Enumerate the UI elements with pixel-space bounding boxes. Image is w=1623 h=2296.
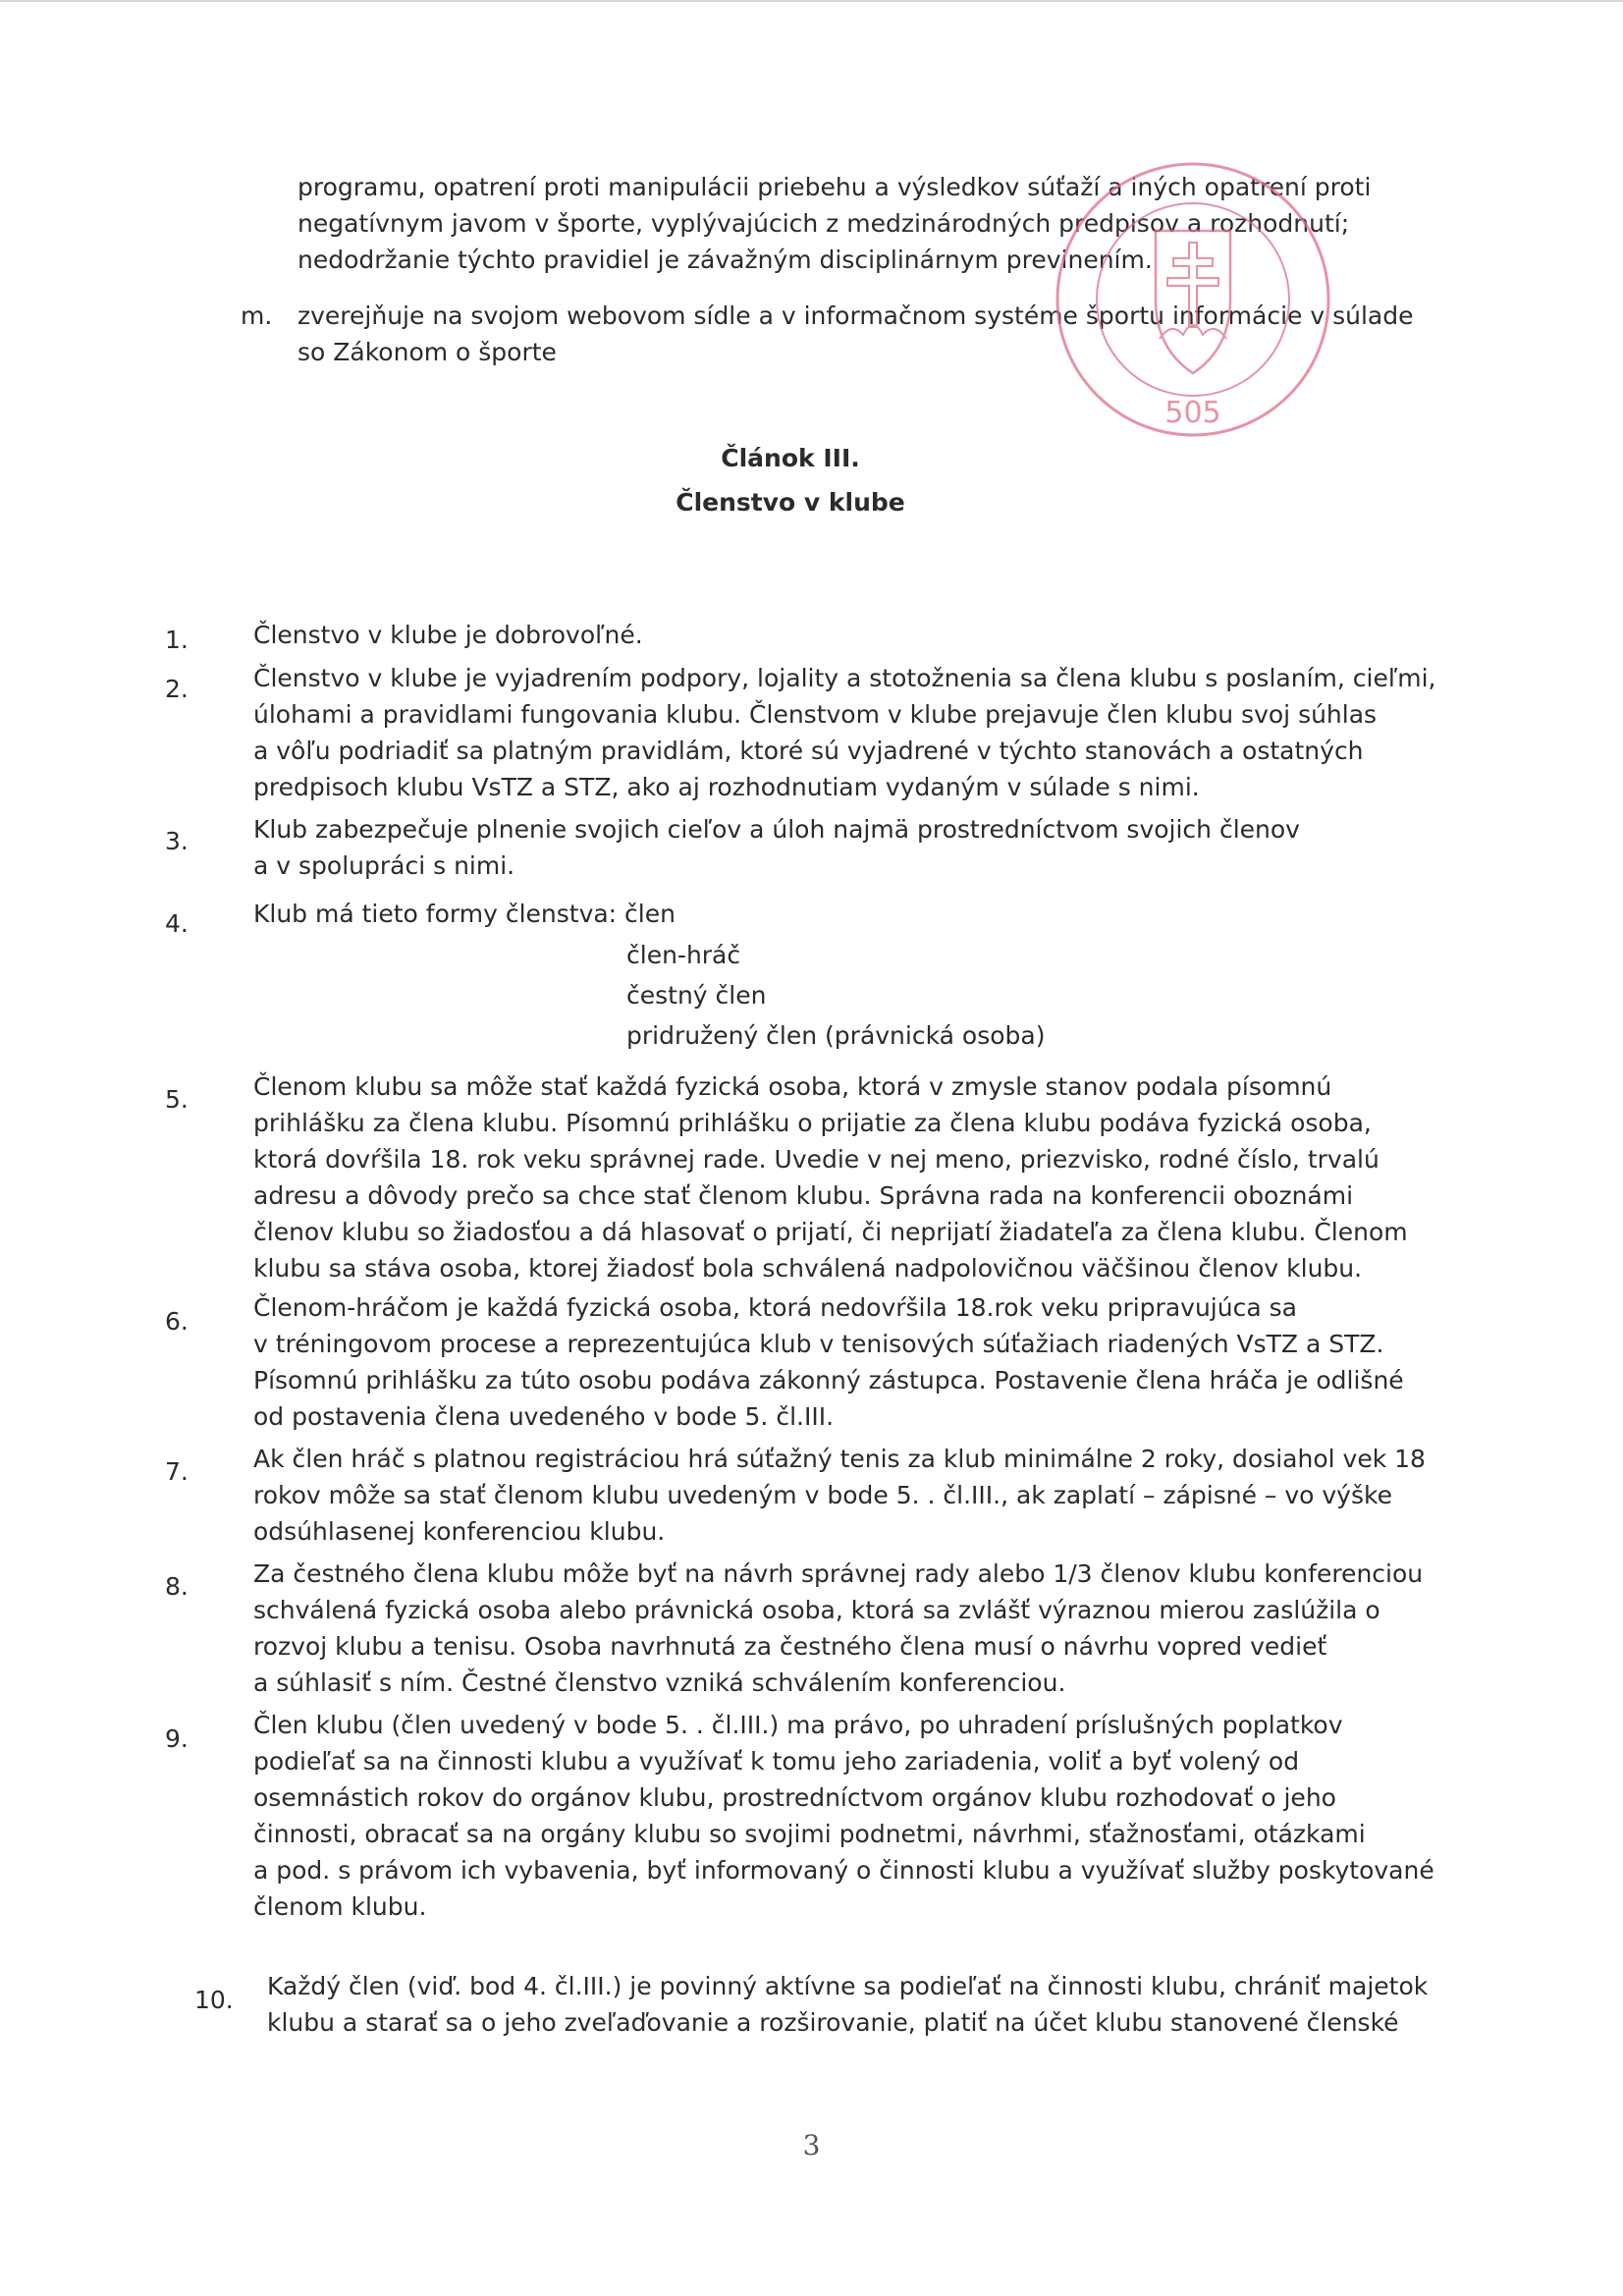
item-line: ktorá dovŕšila 18. rok veku správnej rade. Uvedie v nej meno, priezvisko, rodné číslo, trvalú [253,1145,1380,1174]
item-line: Každý člen (viď. bod 4. čl.III.) je povinný aktívne sa podieľať na činnosti klubu, chrániť majetok [267,1972,1429,2000]
item-line: Členom klubu sa môže stať každá fyzická osoba, ktorá v zmysle stanov podala písomnú [253,1072,1332,1101]
item-line: a vôľu podriadiť sa platným pravidlám, ktoré sú vyjadrené v týchto stanovách a ostatných [253,737,1364,765]
scan-edge [0,0,1623,2]
item-line: odsúhlasenej konferenciou klubu. [253,1517,666,1546]
item-paragraph [267,1968,1429,2041]
item-paragraph [253,1289,1417,1435]
item-line: schválená fyzická osoba alebo právnická osoba, ktorá sa zvlášť výraznou mierou zaslúžila o [253,1596,1380,1624]
item-paragraph [253,660,1436,805]
item-line: v tréningovom procese a reprezentujúca klub v tenisových súťažiach riadených VsTZ a STZ. [253,1330,1384,1358]
item-paragraph [253,1707,1434,1925]
item-line: členov klubu so žiadosťou a dá hlasovať o prijatí, či neprijatí žiadateľa za člena klubu. Členom [253,1218,1408,1246]
item-paragraph [253,811,1417,884]
item-paragraph [253,1068,1417,1286]
item-line: podieľať sa na činnosti klubu a využívať k tomu jeho zariadenia, voliť a byť volený od [253,1747,1300,1776]
item-line: predpisoch klubu VsTZ a STZ, ako aj rozhodnutiam vydaným v súlade s nimi. [253,773,1200,801]
item-line: Písomnú prihlášku za túto osobu podáva zákonný zástupca. Postavenie člena hráča je odlišné [253,1366,1404,1394]
item-line: a v spolupráci s nimi. [253,851,515,880]
item-line: a súhlasiť s ním. Čestné členstvo vzniká schválením konferenciou. [253,1668,1066,1697]
item-number: 10. [194,1986,234,2014]
item-m-line: zverejňuje na svojom webovom sídle a v informačnom systéme športu informácie v súlade [298,301,1414,330]
item-line: rozvoj klubu a tenisu. Osoba navrhnutá za čestného člena musí o návrhu vopred vedieť [253,1632,1327,1661]
intro-line: negatívnym javom v športe, vyplývajúcich z medzinárodných predpisov a rozhodnutí; [298,209,1350,238]
item-m-line: so Zákonom o športe [298,338,557,366]
item-number: 9. [165,1724,189,1753]
membership-form: člen-hráč [626,941,741,969]
stamp-number: 505 [1164,396,1221,430]
item-m-number: m. [241,301,273,330]
item-number: 6. [165,1307,189,1336]
item-line: osemnástich rokov do orgánov klubu, prostredníctvom orgánov klubu rozhodovať o jeho [253,1783,1336,1812]
item-line: klubu sa stáva osoba, ktorej žiadosť bola schválená nadpolovičnou väčšinou členov klubu. [253,1254,1363,1283]
item-paragraph [253,1441,1426,1550]
item-line: Klub zabezpečuje plnenie svojich cieľov a úloh najmä prostredníctvom svojich členov [253,815,1300,844]
item-paragraph [253,1556,1424,1701]
item-line: rokov môže sa stať členom klubu uvedeným v bode 5. . čl.III., ak zaplatí – zápisné – vo výške [253,1481,1392,1509]
item-line: Člen klubu (člen uvedený v bode 5. . čl.III.) ma právo, po uhradení príslušných poplatkov [253,1711,1343,1739]
stamp-seal-icon [1046,152,1340,447]
page-number: 3 [802,2129,821,2161]
ministry-stamp [1046,152,1340,447]
article-subtitle: Členstvo v klube [676,488,905,517]
item-number: 1. [165,626,189,654]
article-title: Článok III. [721,444,860,472]
intro-line: nedodržanie týchto pravidiel je závažným disciplinárnym previnením. [298,246,1153,274]
item-line: Členstvo v klube je vyjadrením podpory, lojality a stotožnenia sa člena klubu s poslaním, cieľmi, [253,664,1436,692]
item-line: a pod. s právom ich vybavenia, byť informovaný o činnosti klubu a využívať služby poskytované [253,1856,1434,1885]
item-line: členom klubu. [253,1892,427,1921]
item-paragraph [253,617,1417,653]
item-number: 2. [165,675,189,703]
membership-form: pridružený člen (právnická osoba) [626,1021,1046,1050]
item-number: 8. [165,1572,189,1601]
item-number: 4. [165,909,189,938]
item-line: Ak člen hráč s platnou registráciou hrá súťažný tenis za klub minimálne 2 roky, dosiahol vek 18 [253,1445,1426,1473]
membership-forms-list [626,935,1045,1056]
item-line: adresu a dôvody prečo sa chce stať členom klubu. Správna rada na konferencii oboznámi [253,1181,1354,1210]
item-line: Členstvo v klube je dobrovoľné. [253,621,643,649]
item-line: úlohami a pravidlami fungovania klubu. Členstvom v klube prejavuje člen klubu svoj súhlas [253,700,1378,729]
item-line: Klub má tieto formy členstva: člen [253,900,676,928]
item-line: činnosti, obracať sa na orgány klubu so svojimi podnetmi, návrhmi, sťažnosťami, otázkami [253,1820,1366,1848]
membership-form: čestný člen [626,981,767,1010]
item-number: 7. [165,1457,189,1486]
item-line: Za čestného člena klubu môže byť na návrh správnej rady alebo 1/3 členov klubu konferenciou [253,1559,1424,1588]
item-line: prihlášku za člena klubu. Písomnú prihlášku o prijatie za člena klubu podáva fyzická osoba, [253,1109,1372,1137]
item-line: od postavenia člena uvedeného v bode 5. čl.III. [253,1402,835,1431]
item-line: klubu a starať sa o jeho zveľaďovanie a rozširovanie, platiť na účet klubu stanovené členské [267,2008,1399,2037]
intro-line: programu, opatrení proti manipulácii priebehu a výsledkov súťaží a iných opatrení proti [298,173,1372,201]
item-line: Členom-hráčom je každá fyzická osoba, ktorá nedovŕšila 18.rok veku pripravujúca sa [253,1293,1297,1322]
item-number: 3. [165,827,189,855]
item-number: 5. [165,1085,189,1114]
item-paragraph [253,896,1417,932]
